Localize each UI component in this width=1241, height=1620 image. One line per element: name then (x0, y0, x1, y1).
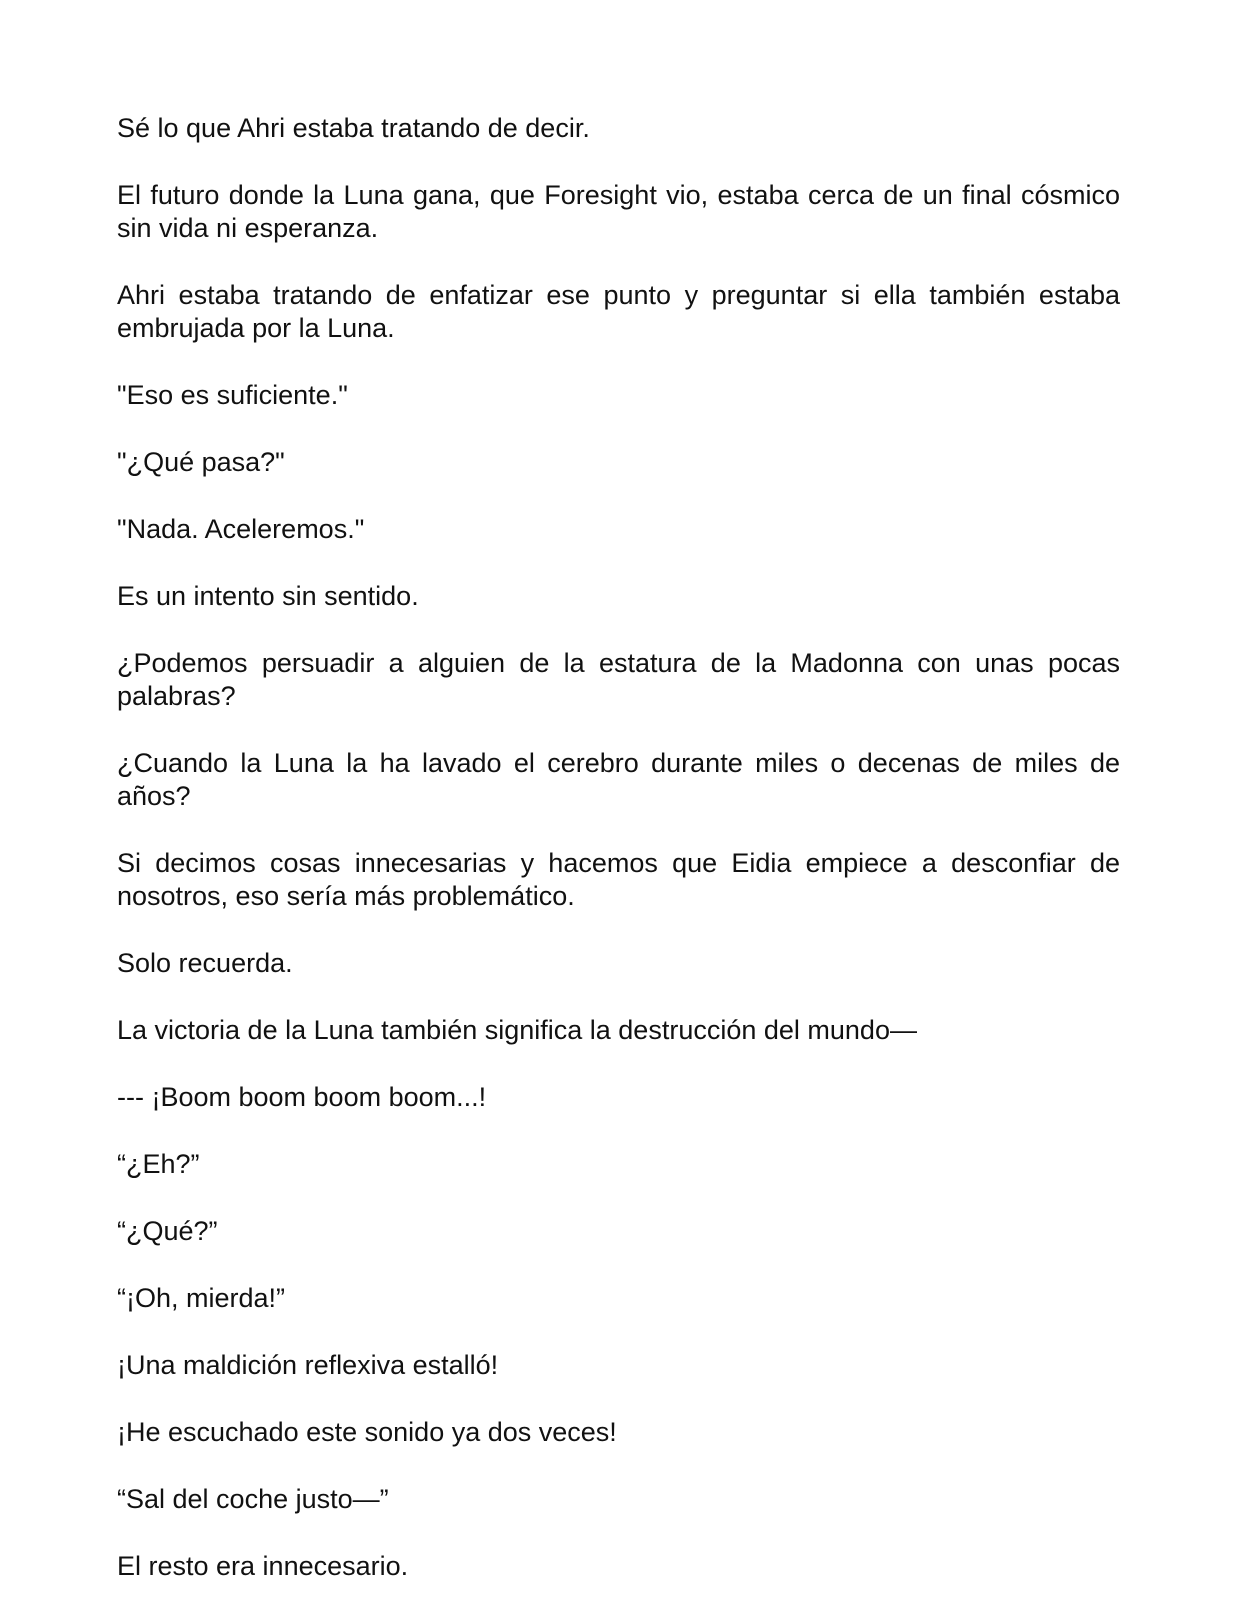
paragraph: Es un intento sin sentido. (117, 581, 419, 611)
paragraph: La victoria de la Luna también significa la destrucción del mundo— (117, 1015, 917, 1045)
paragraph: “¡Oh, mierda!” (117, 1283, 286, 1313)
paragraph: ¡Una maldición reflexiva estalló! (117, 1350, 499, 1380)
paragraph: Si decimos cosas innecesarias y hacemos que Eidia empiece a desconfiar de nosotros, eso sería más problemático. (117, 848, 1120, 911)
paragraph: “Sal del coche justo—” (117, 1484, 389, 1514)
paragraph: ¡He escuchado este sonido ya dos veces! (117, 1417, 617, 1447)
paragraph: Solo recuerda. (117, 948, 293, 978)
paragraph: "Nada. Aceleremos." (117, 514, 365, 544)
paragraph: "Eso es suficiente." (117, 380, 348, 410)
paragraph: Ahri estaba tratando de enfatizar ese punto y preguntar si ella también estaba embrujada por la Luna. (117, 280, 1120, 343)
paragraph: "¿Qué pasa?" (117, 447, 285, 477)
paragraph: ¿Podemos persuadir a alguien de la estatura de la Madonna con unas pocas palabras? (117, 648, 1120, 711)
paragraph: --- ¡Boom boom boom boom...! (117, 1082, 487, 1112)
paragraph: “¿Qué?” (117, 1216, 218, 1246)
paragraph: “¿Eh?” (117, 1149, 200, 1179)
paragraph: El futuro donde la Luna gana, que Foresight vio, estaba cerca de un final cósmico sin vida ni esperanza. (117, 180, 1120, 243)
paragraph: ¿Cuando la Luna la ha lavado el cerebro durante miles o decenas de miles de años? (117, 748, 1120, 811)
paragraph: El resto era innecesario. (117, 1551, 409, 1581)
document-page (117, 112, 1120, 1617)
paragraph: Sé lo que Ahri estaba tratando de decir. (117, 113, 590, 143)
